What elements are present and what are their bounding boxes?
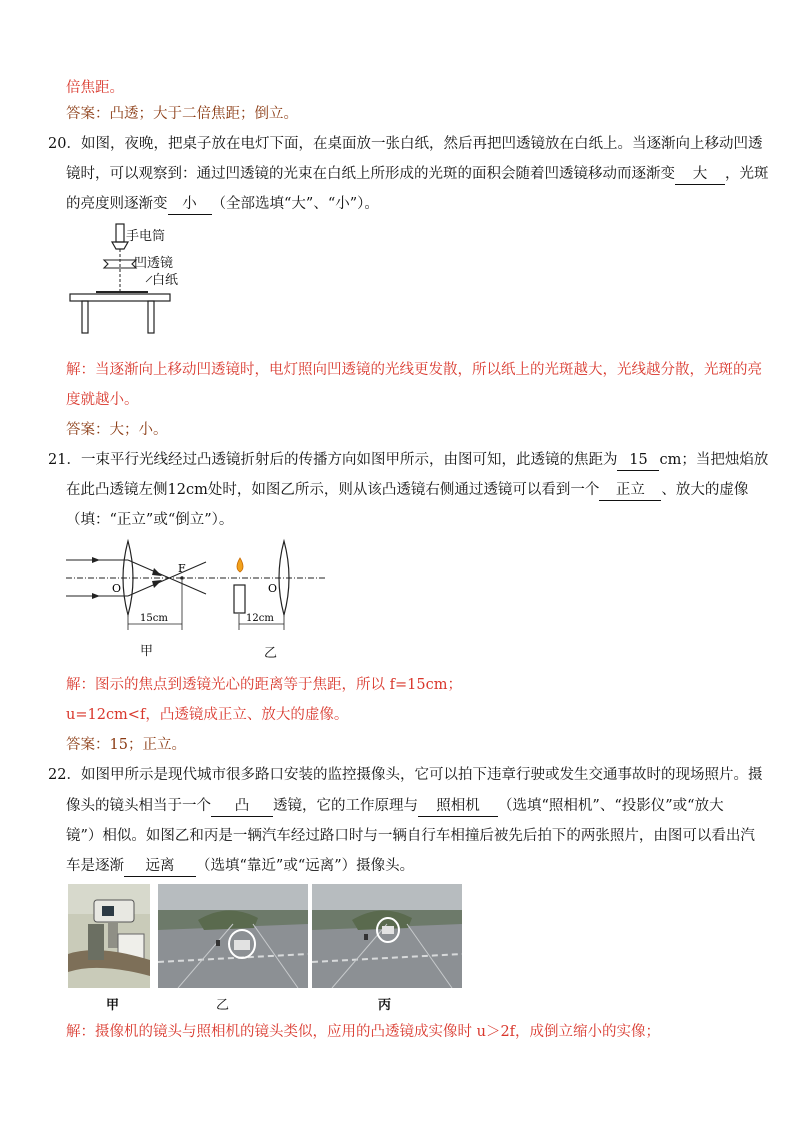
q22-line3: 镜”）相似。如图乙和丙是一辆汽车经过路口时与一辆自行车相撞后被先后拍下的两张照片，由图可以看出汽	[66, 828, 755, 844]
label-15cm: 15cm	[140, 613, 168, 624]
prev-answer: 答案：凸透；大于二倍焦距；倒立。	[66, 106, 298, 122]
street-photo-bing	[312, 884, 462, 988]
q20-blank2: 小	[168, 194, 212, 215]
q21-caption-jia: 甲	[140, 644, 154, 659]
q21-blank1: 15	[617, 450, 659, 471]
q22-caption-bing: 丙	[378, 998, 392, 1013]
label-O-yi: O	[268, 582, 278, 595]
q20-blank1: 大	[675, 164, 725, 185]
q21-solution-1: 解：图示的焦点到透镜光心的距离等于焦距，所以 f=15cm；	[66, 677, 462, 693]
q20-answer: 答案：大；小。	[66, 422, 168, 438]
q21-line1: 21．一束平行光线经过凸透镜折射后的传播方向如图甲所示，由图可知，此透镜的焦距为 15 cm；当把烛焰放	[48, 450, 768, 471]
q22-blank1: 凸	[211, 796, 273, 817]
label-concave-lens: 凹透镜	[134, 256, 174, 271]
q20-line1: 20．如图，夜晚，把桌子放在电灯下面，在桌面放一张白纸，然后再把凹透镜放在白纸上。当逐渐向上移动凹透	[48, 136, 763, 152]
q22-caption-jia: 甲	[106, 998, 120, 1013]
q21-blank2: 正立	[599, 480, 661, 501]
q20-figure	[66, 222, 206, 337]
label-12cm: 12cm	[246, 613, 274, 624]
q21-solution-2: u=12cm<f，凸透镜成正立、放大的虚像。	[66, 707, 349, 723]
prev-answer-tail: 倍焦距。	[66, 80, 124, 96]
q22-line1: 22．如图甲所示是现代城市很多路口安装的监控摄像头，它可以拍下违章行驶或发生交通事故时的现场照片。摄	[48, 767, 763, 783]
q20-line3: 的亮度则逐渐变 小 （全部选填“大”、“小”）。	[66, 194, 379, 215]
q22-solution-1: 解：摄像机的镜头与照相机的镜头类似，应用的凸透镜成实像时 u＞2f，成倒立缩小的实像；	[66, 1024, 661, 1040]
street-photo-yi	[158, 884, 308, 988]
q22-blank2: 照相机	[418, 796, 498, 817]
q21-caption-yi: 乙	[264, 646, 278, 661]
q21-line3: （填：“正立”或“倒立”）。	[66, 512, 234, 528]
q20-solution-2: 度就越小。	[66, 392, 139, 408]
q21-answer: 答案：15；正立。	[66, 737, 186, 753]
label-F: F	[178, 562, 186, 575]
q20-line2: 镜时，可以观察到：通过凹透镜的光束在白纸上所形成的光斑的面积会随着凹透镜移动而逐渐变 大 ，光斑	[66, 164, 769, 185]
q21-figure	[66, 538, 336, 638]
label-O-jia: O	[112, 582, 122, 595]
q20-solution-1: 解：当逐渐向上移动凹透镜时，电灯照向凹透镜的光线更发散，所以纸上的光斑越大，光线越分散，光斑的亮	[66, 362, 762, 378]
camera-photo	[68, 884, 150, 988]
label-white-paper: 白纸	[152, 273, 179, 288]
q22-caption-yi: 乙	[216, 998, 230, 1013]
q22-blank3: 远离	[124, 856, 196, 877]
label-flashlight: 手电筒	[126, 229, 166, 244]
q21-line2: 在此凸透镜左侧12cm处时，如图乙所示，则从该凸透镜右侧通过透镜可以看到一个 正立 、放大的虚像	[66, 480, 748, 501]
q22-line4: 车是逐渐 远离 （选填“靠近”或“远离”）摄像头。	[66, 856, 414, 877]
q22-line2: 像头的镜头相当于一个 凸 透镜，它的工作原理与 照相机 （选填“照相机”、“投影仪”或“放大	[66, 796, 724, 817]
